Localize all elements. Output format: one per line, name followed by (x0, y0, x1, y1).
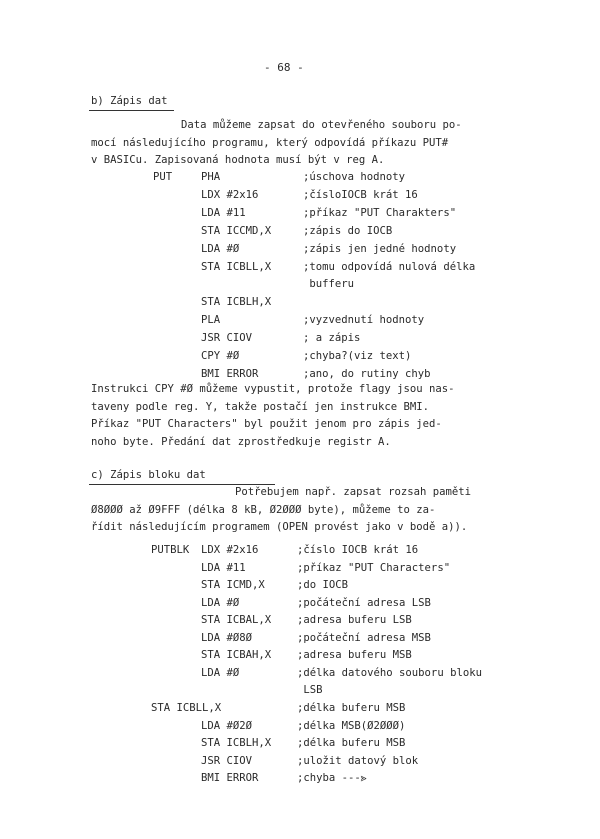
code-instr: LDA #11 (201, 206, 246, 219)
code-instr: STA ICBLH,X (201, 296, 272, 309)
code-instr: STA ICBAL,X (201, 614, 272, 627)
section-b-after-line-1: Instrukci CPY #Ø můžeme vypustit, protože flagy jsou nas- (91, 383, 455, 395)
code-comment: ;uložit datový blok (297, 754, 419, 767)
section-c-heading: c) Zápis bloku dat (91, 469, 206, 481)
code-comment: ;délka MSB(Ø2ØØØ) (297, 719, 406, 732)
code-instr: LDX #2x16 (201, 544, 259, 556)
code-comment: ;chyba?(viz text) (303, 350, 412, 362)
code-instr: STA ICBAH,X (201, 649, 272, 662)
code-comment: ;délka buferu MSB (297, 737, 406, 750)
section-b-para-line-1: Data můžeme zapsat do otevřeného souboru po- (181, 119, 462, 131)
code-instr: STA ICCMD,X (201, 224, 272, 237)
code-label: PUT (153, 171, 173, 183)
code-comment: ;čísloIOCB krát 16 (303, 188, 418, 201)
code-instr: LDX #2x16 (201, 188, 259, 201)
section-b-heading: b) Zápis dat (91, 95, 168, 107)
code-comment: ;počáteční adresa MSB (297, 631, 431, 644)
code-comment: ;úschova hodnoty (303, 171, 406, 183)
code-comment: ;příkaz "PUT Charakters" (303, 206, 457, 219)
section-b-underline (89, 110, 174, 111)
section-b-after-line-4: noho byte. Předání dat zprostředkuje registr A. (91, 436, 391, 448)
code-comment: ;délka buferu MSB (297, 701, 406, 714)
code-comment: ;příkaz "PUT Characters" (297, 561, 451, 574)
code-label: STA ICBLL,X (151, 701, 222, 714)
code-comment: ;číslo IOCB krát 16 (297, 544, 419, 556)
code-instr: STA ICMD,X (201, 579, 265, 592)
code-comment: LSB (297, 684, 323, 697)
code-comment: ;vyzvednutí hodnoty (303, 314, 425, 327)
section-b-after-line-3: Příkaz "PUT Characters" byl použit jenom pro zápis jed- (91, 418, 442, 430)
code-instr: JSR CIOV (201, 754, 253, 767)
code-comment: ;chyba ---⪢ (297, 772, 367, 785)
code-comment: ;ano, do rutiny chyb (303, 367, 431, 380)
code-comment: bufferu (303, 278, 355, 291)
code-instr: LDA #Ø (201, 596, 240, 609)
section-c-para-line-2: Ø8ØØØ až Ø9FFF (délka 8 kB, Ø2ØØØ byte), můžeme to za- (91, 504, 436, 516)
section-c-para-line-3: řídit následujícím programem (OPEN provést jako v bodě a)). (91, 521, 468, 533)
code-comment: ;zápis jen jedné hodnoty (303, 242, 457, 255)
code-comment: ;adresa buferu LSB (297, 614, 412, 627)
code-instr: LDA #Ø (201, 666, 240, 679)
page-number: - 68 - (264, 61, 304, 74)
code-instr: PHA (201, 171, 221, 183)
section-b-after-line-2: taveny podle reg. Y, takže postačí jen instrukce BMI. (91, 401, 430, 413)
section-c-para-line-1: Potřebujem např. zapsat rozsah paměti (235, 486, 471, 498)
code-instr: STA ICBLH,X (201, 737, 272, 750)
code-instr: JSR CIOV (201, 332, 253, 345)
code-instr: BMI ERROR (201, 367, 259, 380)
code-comment: ;do IOCB (297, 579, 349, 592)
section-c-underline (89, 484, 275, 485)
code-comment: ;tomu odpovídá nulová délka (303, 260, 476, 273)
code-instr: BMI ERROR (201, 772, 259, 785)
code-instr: LDA #Ø8Ø (201, 631, 253, 644)
code-instr: STA ICBLL,X (201, 260, 272, 273)
section-b-para-line-2: mocí následujícího programu, který odpovídá příkazu PUT# (91, 137, 449, 149)
code-instr: CPY #Ø (201, 350, 240, 362)
code-instr: LDA #Ø2Ø (201, 719, 253, 732)
code-comment: ;délka datového souboru bloku (297, 666, 482, 679)
code-instr: LDA #11 (201, 561, 246, 574)
code-instr: PLA (201, 314, 221, 327)
code-comment: ;počáteční adresa LSB (297, 596, 431, 609)
code-label: PUTBLK (151, 544, 190, 556)
code-comment: ; a zápis (303, 332, 361, 345)
section-b-para-line-3: v BASICu. Zapisovaná hodnota musí být v reg A. (91, 154, 385, 166)
code-instr: LDA #Ø (201, 242, 240, 255)
code-comment: ;adresa buferu MSB (297, 649, 412, 662)
code-comment: ;zápis do IOCB (303, 224, 393, 237)
